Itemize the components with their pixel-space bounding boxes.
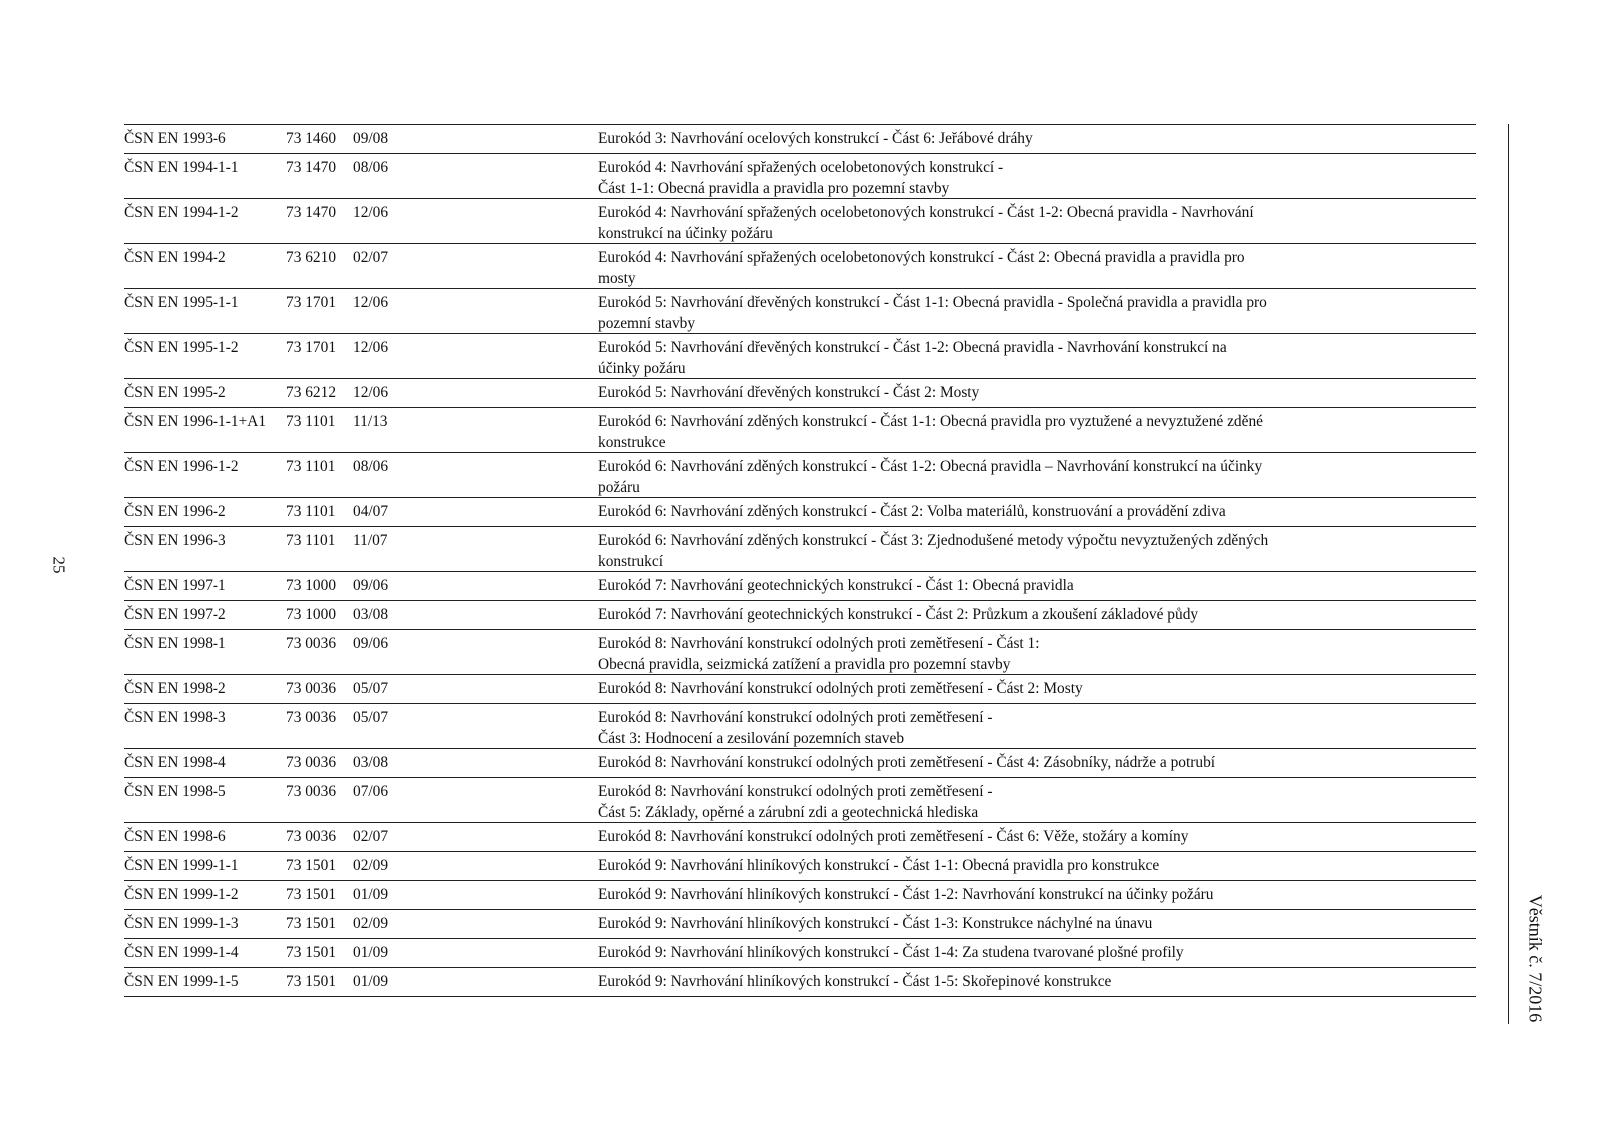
standard-title: [598, 827, 1358, 848]
table-row: [124, 124, 1476, 153]
standard-title-line: Eurokód 4: Navrhování spřažených ocelobetonových konstrukcí - Část 1-2: Obecná pravidla - Navrhování: [598, 204, 1254, 221]
standard-title-line: mosty: [598, 269, 636, 287]
table-row: [124, 571, 1476, 600]
standard-title-line: Eurokód 9: Navrhování hliníkových konstrukcí - Část 1-5: Skořepinové konstrukce: [598, 973, 1112, 990]
class-number: 73 1501: [286, 944, 337, 961]
standard-title-line: konstrukcí: [598, 552, 663, 570]
class-number: 73 0036: [286, 635, 337, 652]
table-row: [124, 851, 1476, 880]
standard-title-line: Eurokód 6: Navrhování zděných konstrukcí - Část 1-1: Obecná pravidla pro vyztužené a nevyztužené zděné: [598, 413, 1263, 430]
standard-code: ČSN EN 1998-3: [124, 709, 226, 726]
standard-code: ČSN EN 1996-1-2: [124, 458, 239, 475]
issue-date: 01/09: [353, 886, 389, 903]
class-number: 73 1501: [286, 857, 337, 874]
class-number: 73 1701: [286, 294, 337, 311]
standard-title-line: Eurokód 9: Navrhování hliníkových konstrukcí - Část 1-1: Obecná pravidla pro konstrukce: [598, 857, 1160, 874]
class-number: 73 0036: [286, 828, 337, 845]
standard-title: [598, 129, 1358, 150]
issue-date: 09/06: [353, 577, 389, 594]
standard-title-line: Eurokód 8: Navrhování konstrukcí odolných proti zemětřesení - Část 1:: [598, 635, 1040, 652]
issue-date: 05/07: [353, 709, 389, 726]
standard-title: [598, 856, 1358, 877]
table-row: [124, 967, 1476, 997]
class-number: 73 1101: [286, 503, 336, 520]
table-row: [124, 243, 1476, 288]
table-row: [124, 497, 1476, 526]
standard-title-line: Eurokód 6: Navrhování zděných konstrukcí - Část 2: Volba materiálů, konstruování a provádění zdiva: [598, 503, 1226, 520]
issue-date: 04/07: [353, 503, 389, 520]
issue-date: 02/09: [353, 857, 389, 874]
standard-title: [598, 708, 1358, 749]
right-margin-rule: [1508, 124, 1509, 1024]
issue-date: 03/08: [353, 606, 389, 623]
issue-date: 08/06: [353, 159, 389, 176]
table-row: [124, 378, 1476, 407]
issue-date: 12/06: [353, 294, 389, 311]
standard-title: [598, 753, 1358, 774]
table-row: [124, 629, 1476, 674]
standard-title: [598, 383, 1358, 404]
standard-code: ČSN EN 1994-1-2: [124, 204, 239, 221]
issue-date: 12/06: [353, 204, 389, 221]
standard-code: ČSN EN 1997-1: [124, 577, 226, 594]
class-number: 73 0036: [286, 709, 337, 726]
standard-code: ČSN EN 1994-2: [124, 249, 226, 266]
table-row: [124, 452, 1476, 497]
standards-table: [124, 124, 1476, 997]
standard-title-line: Eurokód 6: Navrhování zděných konstrukcí - Část 1-2: Obecná pravidla – Navrhování konstrukcí na účinky: [598, 458, 1263, 475]
standard-title-line: Eurokód 8: Navrhování konstrukcí odolných proti zemětřesení -: [598, 709, 993, 726]
table-row: [124, 909, 1476, 938]
standard-title: [598, 782, 1358, 823]
standard-code: ČSN EN 1995-1-1: [124, 294, 239, 311]
standard-title: [598, 679, 1358, 700]
table-row: [124, 674, 1476, 703]
standard-title: [598, 248, 1358, 289]
standard-title: [598, 972, 1358, 993]
table-row: [124, 777, 1476, 822]
class-number: 73 0036: [286, 680, 337, 697]
standard-title-line: Obecná pravidla, seizmická zatížení a pravidla pro pozemní stavby: [598, 655, 1011, 673]
page-number: 25: [49, 556, 69, 574]
issue-date: 09/08: [353, 130, 389, 147]
class-number: 73 1501: [286, 973, 337, 990]
table-row: [124, 880, 1476, 909]
standard-code: ČSN EN 1998-1: [124, 635, 226, 652]
issue-date: 02/09: [353, 915, 389, 932]
issue-date: 08/06: [353, 458, 389, 475]
standard-title: [598, 338, 1358, 379]
standard-code: ČSN EN 1999-1-2: [124, 886, 239, 903]
table-row: [124, 703, 1476, 748]
standard-title-line: Eurokód 7: Navrhování geotechnických konstrukcí - Část 1: Obecná pravidla: [598, 577, 1074, 594]
standard-title-line: Část 1-1: Obecná pravidla a pravidla pro pozemní stavby: [598, 179, 950, 197]
issue-date: 01/09: [353, 973, 389, 990]
class-number: 73 1470: [286, 159, 337, 176]
table-row: [124, 600, 1476, 629]
standard-title: [598, 634, 1358, 675]
standard-code: ČSN EN 1993-6: [124, 130, 226, 147]
standard-code: ČSN EN 1994-1-1: [124, 159, 239, 176]
standard-title-line: účinky požáru: [598, 359, 686, 377]
issue-date: 05/07: [353, 680, 389, 697]
standard-title-line: konstrukcí na účinky požáru: [598, 224, 773, 242]
standard-title-line: Eurokód 8: Navrhování konstrukcí odolných proti zemětřesení - Část 6: Věže, stožáry a komíny: [598, 828, 1189, 845]
standard-code: ČSN EN 1995-2: [124, 384, 226, 401]
standard-title-line: konstrukce: [598, 433, 666, 451]
standard-title: [598, 531, 1358, 572]
standard-title-line: Eurokód 8: Navrhování konstrukcí odolných proti zemětřesení -: [598, 783, 993, 800]
standard-title: [598, 576, 1358, 597]
issue-date: 12/06: [353, 384, 389, 401]
standard-title-line: Eurokód 5: Navrhování dřevěných konstrukcí - Část 1-1: Obecná pravidla - Společná pravidla a pravidla pro: [598, 294, 1267, 311]
table-row: [124, 153, 1476, 198]
issue-date: 02/07: [353, 828, 389, 845]
standard-code: ČSN EN 1996-2: [124, 503, 226, 520]
standard-title: [598, 914, 1358, 935]
class-number: 73 1701: [286, 339, 337, 356]
table-row: [124, 333, 1476, 378]
standard-title-line: požáru: [598, 478, 640, 496]
class-number: 73 6210: [286, 249, 337, 266]
class-number: 73 1000: [286, 577, 337, 594]
issue-date: 07/06: [353, 783, 389, 800]
standard-title-line: Eurokód 9: Navrhování hliníkových konstrukcí - Část 1-3: Konstrukce náchylné na únavu: [598, 915, 1153, 932]
standard-title: [598, 158, 1358, 199]
standard-title: [598, 293, 1358, 334]
issue-date: 11/13: [353, 413, 388, 430]
standard-code: ČSN EN 1998-2: [124, 680, 226, 697]
standard-code: ČSN EN 1998-6: [124, 828, 226, 845]
standard-code: ČSN EN 1995-1-2: [124, 339, 239, 356]
standard-code: ČSN EN 1997-2: [124, 606, 226, 623]
standard-title-line: Eurokód 9: Navrhování hliníkových konstrukcí - Část 1-4: Za studena tvarované plošné profily: [598, 944, 1184, 961]
class-number: 73 6212: [286, 384, 337, 401]
issue-date: 11/07: [353, 532, 388, 549]
standard-code: ČSN EN 1999-1-1: [124, 857, 239, 874]
class-number: 73 1470: [286, 204, 337, 221]
standard-title-line: Eurokód 5: Navrhování dřevěných konstrukcí - Část 1-2: Obecná pravidla - Navrhování konstrukcí na: [598, 339, 1227, 356]
standard-code: ČSN EN 1999-1-3: [124, 915, 239, 932]
standard-title-line: Eurokód 6: Navrhování zděných konstrukcí - Část 3: Zjednodušené metody výpočtu nevyztužených zděných: [598, 532, 1269, 549]
issue-date: 03/08: [353, 754, 389, 771]
standard-title-line: Část 5: Základy, opěrné a zárubní zdi a geotechnická hlediska: [598, 803, 979, 821]
standard-code: ČSN EN 1996-1-1+A1: [124, 413, 267, 430]
standard-title-line: Eurokód 5: Navrhování dřevěných konstrukcí - Část 2: Mosty: [598, 384, 980, 401]
standard-code: ČSN EN 1998-4: [124, 754, 226, 771]
standard-code: ČSN EN 1999-1-5: [124, 973, 239, 990]
issue-date: 09/06: [353, 635, 389, 652]
class-number: 73 1501: [286, 915, 337, 932]
table-row: [124, 198, 1476, 243]
standard-title-line: Část 3: Hodnocení a zesilování pozemních staveb: [598, 729, 905, 747]
standard-title: [598, 457, 1358, 498]
standard-title-line: Eurokód 8: Navrhování konstrukcí odolných proti zemětřesení - Část 2: Mosty: [598, 680, 1083, 697]
issue-date: 02/07: [353, 249, 389, 266]
standard-title: [598, 502, 1358, 523]
standard-code: ČSN EN 1998-5: [124, 783, 226, 800]
standard-title-line: Eurokód 8: Navrhování konstrukcí odolných proti zemětřesení - Část 4: Zásobníky, nádrže a potrubí: [598, 754, 1216, 771]
standard-code: ČSN EN 1999-1-4: [124, 944, 239, 961]
class-number: 73 1460: [286, 130, 337, 147]
table-row: [124, 288, 1476, 333]
standard-title: [598, 203, 1358, 244]
class-number: 73 0036: [286, 783, 337, 800]
journal-issue-label: Věstník č. 7/2016: [1525, 894, 1546, 1023]
table-row: [124, 407, 1476, 452]
standard-title: [598, 943, 1358, 964]
standard-title-line: Eurokód 9: Navrhování hliníkových konstrukcí - Část 1-2: Navrhování konstrukcí na účinky požáru: [598, 886, 1214, 903]
class-number: 73 1000: [286, 606, 337, 623]
class-number: 73 1101: [286, 413, 336, 430]
standard-code: ČSN EN 1996-3: [124, 532, 226, 549]
class-number: 73 1501: [286, 886, 337, 903]
table-row: [124, 822, 1476, 851]
issue-date: 12/06: [353, 339, 389, 356]
standard-title: [598, 412, 1358, 453]
class-number: 73 1101: [286, 458, 336, 475]
issue-date: 01/09: [353, 944, 389, 961]
standard-title-line: pozemní stavby: [598, 314, 696, 332]
standard-title-line: Eurokód 4: Navrhování spřažených ocelobetonových konstrukcí -: [598, 159, 1004, 176]
class-number: 73 0036: [286, 754, 337, 771]
standard-title: [598, 885, 1358, 906]
standard-title: [598, 605, 1358, 626]
class-number: 73 1101: [286, 532, 336, 549]
standard-title-line: Eurokód 7: Navrhování geotechnických konstrukcí - Část 2: Průzkum a zkoušení základové půdy: [598, 606, 1199, 623]
table-row: [124, 526, 1476, 571]
standard-title-line: Eurokód 4: Navrhování spřažených ocelobetonových konstrukcí - Část 2: Obecná pravidla a pravidla pro: [598, 249, 1245, 266]
table-row: [124, 748, 1476, 777]
standard-title-line: Eurokód 3: Navrhování ocelových konstrukcí - Část 6: Jeřábové dráhy: [598, 130, 1033, 147]
table-row: [124, 938, 1476, 967]
